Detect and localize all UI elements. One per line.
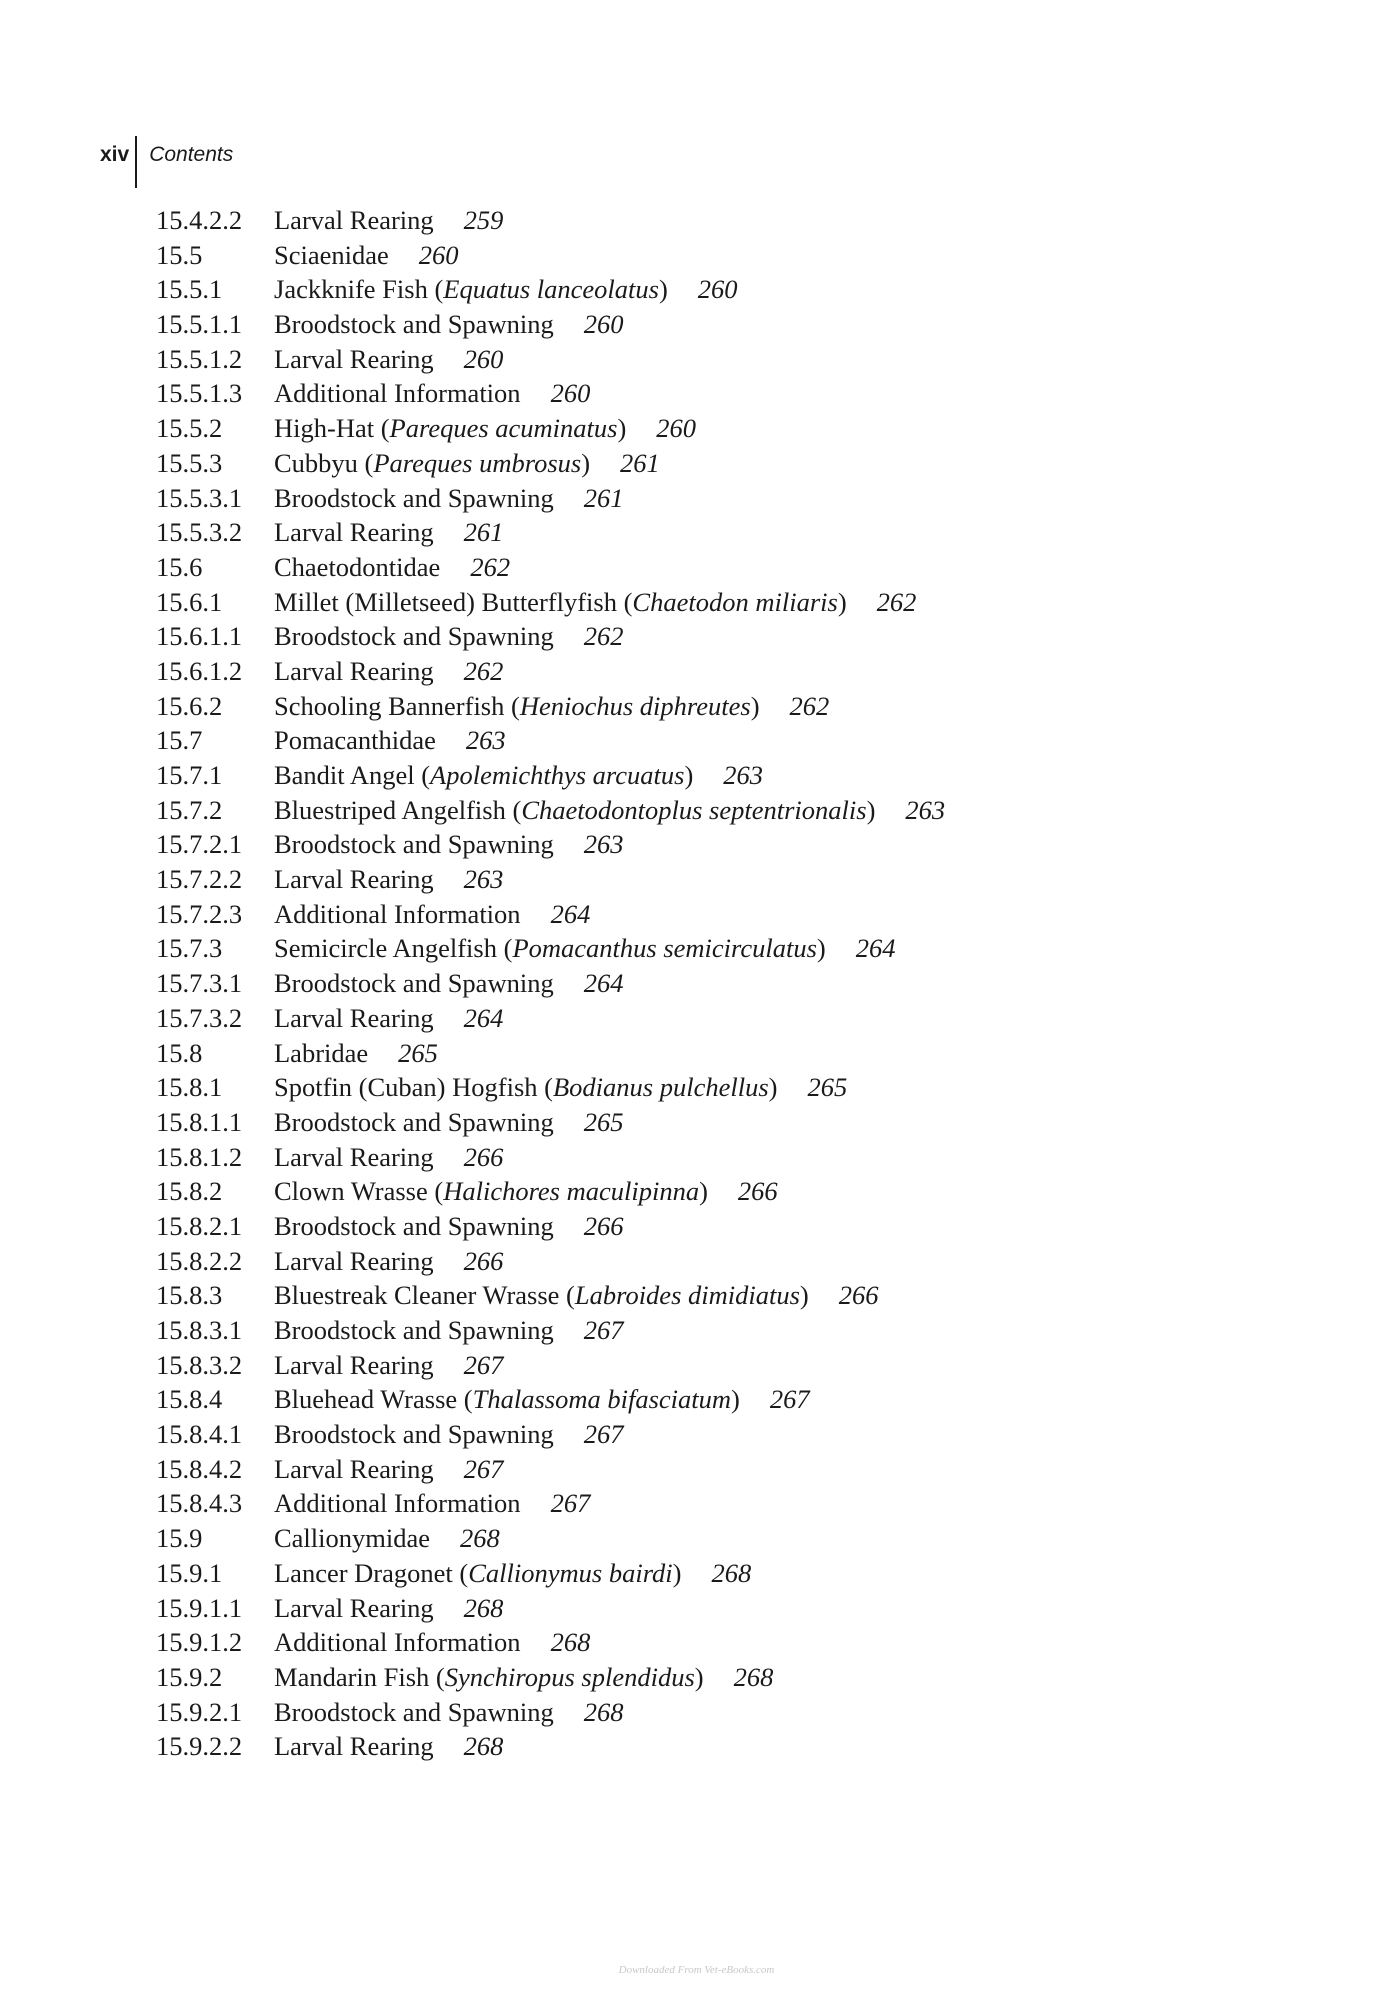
entry-page-number: 266 — [838, 1280, 879, 1311]
title-text: Schooling Bannerfish ( — [274, 690, 520, 721]
entry-page-number: 260 — [697, 274, 738, 305]
title-text: Lancer Dragonet ( — [274, 1557, 469, 1588]
toc-entry[interactable] — [156, 307, 945, 342]
title-text: Pomacanthidae — [274, 725, 436, 756]
title-text: ) — [866, 794, 876, 825]
title-text: Bluestreak Cleaner Wrasse ( — [274, 1280, 575, 1311]
toc-entry[interactable] — [156, 827, 945, 862]
title-text: Broodstock and Spawning — [274, 482, 554, 513]
title-text: ) — [684, 760, 694, 790]
entry-title — [274, 411, 626, 446]
entry-title — [274, 1625, 521, 1660]
toc-entry[interactable] — [156, 1417, 945, 1452]
toc-entry[interactable] — [156, 1244, 945, 1279]
title-text: Broodstock and Spawning — [274, 968, 554, 999]
entry-number: 15.9.2.1 — [156, 1696, 243, 1727]
footer-source-note: Downloaded From Vet-eBooks.com — [618, 1964, 775, 1976]
title-text: Additional Information — [274, 1488, 521, 1519]
entry-title — [274, 1140, 434, 1175]
toc-entry[interactable] — [156, 272, 945, 307]
title-text: Larval Rearing — [274, 1592, 434, 1623]
entry-title — [274, 342, 434, 377]
entry-page-number: 262 — [463, 655, 504, 686]
entry-number: 15.9.1 — [156, 1557, 223, 1588]
entry-page-number: 267 — [463, 1349, 504, 1380]
species-name: Pareques acuminatus — [389, 413, 618, 444]
entry-title — [274, 758, 693, 793]
entry-number: 15.8.3.2 — [156, 1349, 243, 1380]
entry-page-number: 263 — [465, 725, 506, 756]
toc-entry[interactable] — [156, 203, 945, 238]
toc-entry[interactable] — [156, 1174, 945, 1209]
entry-number: 15.5.1.1 — [156, 309, 243, 340]
entry-page-number: 263 — [583, 829, 624, 860]
species-name: Chaetodontoplus septentrionalis — [521, 794, 867, 825]
entry-number: 15.5.3 — [156, 447, 223, 478]
entry-number: 15.8.4.1 — [156, 1419, 243, 1450]
entry-number: 15.8.4.3 — [156, 1488, 243, 1519]
toc-entry[interactable] — [156, 1729, 945, 1764]
entry-number: 15.7.2.2 — [156, 864, 243, 895]
entry-title — [274, 1209, 554, 1244]
title-text: Semicircle Angelfish ( — [274, 933, 513, 964]
title-text: Broodstock and Spawning — [274, 1315, 554, 1345]
species-name: Chaetodon miliaris — [632, 586, 838, 617]
title-text: Larval Rearing — [274, 517, 434, 548]
title-text: Jackknife Fish ( — [274, 274, 444, 305]
entry-title — [274, 1556, 681, 1591]
title-text: Bluestriped Angelfish ( — [274, 794, 522, 825]
title-text: Broodstock and Spawning — [274, 621, 554, 652]
toc-entry[interactable] — [156, 1660, 945, 1695]
entry-number: 15.6.1.1 — [156, 621, 243, 652]
entry-title — [274, 1313, 554, 1348]
toc-entry[interactable] — [156, 1452, 945, 1487]
entry-page-number: 266 — [737, 1176, 778, 1207]
entry-page-number: 260 — [463, 343, 504, 374]
entry-page-number: 266 — [583, 1210, 624, 1241]
entry-page-number: 260 — [656, 413, 697, 444]
toc-entry[interactable] — [156, 1521, 945, 1556]
title-text: Larval Rearing — [274, 343, 434, 374]
entry-title — [274, 1174, 708, 1209]
species-name: Heniochus diphreutes — [519, 690, 751, 721]
entry-number: 15.7.3.1 — [156, 968, 243, 999]
toc-entry[interactable] — [156, 897, 945, 932]
toc-entry[interactable] — [156, 1278, 945, 1313]
entry-number: 15.8.2.2 — [156, 1245, 243, 1276]
entry-title — [274, 1486, 521, 1521]
entry-number: 15.8.4 — [156, 1384, 223, 1415]
title-text: Broodstock and Spawning — [274, 309, 554, 340]
entry-page-number: 262 — [470, 551, 511, 582]
entry-number: 15.5.3.1 — [156, 482, 243, 513]
entry-number: 15.7.2.1 — [156, 829, 243, 860]
title-text: Millet (Milletseed) Butterflyfish ( — [274, 586, 633, 617]
entry-title — [274, 1105, 554, 1140]
toc-entry[interactable] — [156, 1070, 945, 1105]
entry-page-number: 261 — [463, 517, 504, 548]
toc-entry[interactable] — [156, 1105, 945, 1140]
title-text: Mandarin Fish ( — [274, 1661, 445, 1692]
entry-title — [274, 689, 760, 724]
entry-title — [274, 897, 521, 932]
title-text: Larval Rearing — [274, 1002, 434, 1033]
entry-page-number: 265 — [807, 1072, 848, 1103]
entry-page-number: 267 — [463, 1453, 504, 1484]
title-text: Larval Rearing — [274, 1453, 434, 1484]
title-text: ) — [658, 274, 668, 305]
title-text: Cubbyu ( — [274, 447, 374, 478]
species-name: Labroides dimidiatus — [574, 1280, 800, 1311]
contents-list — [156, 203, 945, 1764]
entry-title — [274, 307, 554, 342]
toc-entry[interactable] — [156, 793, 945, 828]
entry-title — [274, 654, 434, 689]
toc-entry[interactable] — [156, 1591, 945, 1626]
entry-title — [274, 1660, 704, 1695]
title-text: Chaetodontidae — [274, 551, 441, 582]
entry-page-number: 261 — [583, 482, 624, 513]
title-text: Broodstock and Spawning — [274, 1210, 554, 1241]
title-text: ) — [672, 1557, 682, 1588]
entry-title — [274, 1695, 554, 1730]
entry-title — [274, 1348, 434, 1383]
entry-title — [274, 376, 521, 411]
title-text: Labridae — [274, 1037, 369, 1068]
title-text: Broodstock and Spawning — [274, 829, 554, 860]
entry-page-number: 261 — [620, 447, 660, 478]
title-text: Larval Rearing — [274, 864, 434, 895]
toc-entry[interactable] — [156, 481, 945, 516]
entry-number: 15.6.1 — [156, 586, 223, 617]
entry-number: 15.8.1.2 — [156, 1141, 243, 1172]
entry-number: 15.9.2 — [156, 1661, 223, 1692]
entry-title — [274, 272, 668, 307]
title-text: Clown Wrasse ( — [274, 1176, 444, 1207]
title-text: ) — [837, 586, 847, 617]
entry-title — [274, 862, 434, 897]
entry-number: 15.8.2 — [156, 1176, 223, 1207]
toc-entry[interactable] — [156, 342, 945, 377]
species-name: Callionymus bairdi — [468, 1557, 673, 1588]
running-head — [100, 136, 233, 188]
entry-title — [274, 585, 847, 620]
title-text: ) — [581, 447, 591, 478]
entry-title — [274, 481, 554, 516]
title-text: ) — [750, 690, 760, 721]
entry-title — [274, 827, 554, 862]
species-name: Equatus lanceolatus — [443, 274, 659, 305]
entry-page-number: 268 — [711, 1557, 752, 1588]
entry-number: 15.8.1.1 — [156, 1106, 243, 1137]
toc-entry[interactable] — [156, 862, 945, 897]
entry-page-number: 265 — [398, 1037, 438, 1068]
title-text: Spotfin (Cuban) Hogfish ( — [274, 1072, 553, 1103]
entry-number: 15.8.4.2 — [156, 1453, 243, 1484]
entry-title — [274, 1521, 430, 1556]
entry-number: 15.8.1 — [156, 1072, 223, 1103]
entry-number: 15.6.1.2 — [156, 655, 243, 686]
entry-number: 15.8 — [156, 1037, 203, 1068]
title-text: ) — [699, 1176, 708, 1207]
toc-entry[interactable] — [156, 550, 945, 585]
toc-entry[interactable] — [156, 1486, 945, 1521]
entry-number: 15.8.2.1 — [156, 1210, 243, 1241]
entry-page-number: 265 — [583, 1106, 624, 1137]
entry-page-number: 268 — [583, 1696, 624, 1727]
entry-page-number: 264 — [550, 898, 591, 929]
toc-entry[interactable] — [156, 654, 945, 689]
entry-page-number: 268 — [733, 1661, 774, 1692]
title-text: Sciaenidae — [274, 239, 389, 270]
entry-page-number: 262 — [789, 690, 830, 721]
entry-page-number: 259 — [463, 205, 504, 235]
entry-title — [274, 446, 590, 481]
entry-page-number: 264 — [463, 1002, 504, 1033]
entry-number: 15.9.2.2 — [156, 1731, 243, 1762]
entry-title — [274, 619, 554, 654]
entry-page-number: 264 — [855, 933, 896, 964]
toc-entry[interactable] — [156, 411, 945, 446]
entry-page-number: 268 — [463, 1731, 504, 1762]
species-name: Pomacanthus semicirculatus — [512, 933, 817, 964]
entry-page-number: 268 — [460, 1523, 500, 1554]
entry-title — [274, 1382, 740, 1417]
entry-page-number: 268 — [550, 1627, 591, 1658]
entry-title — [274, 515, 434, 550]
entry-title — [274, 1452, 434, 1487]
toc-entry[interactable] — [156, 1209, 945, 1244]
toc-entry[interactable] — [156, 1348, 945, 1383]
entry-number: 15.7.1 — [156, 760, 223, 790]
entry-page-number: 267 — [769, 1384, 810, 1415]
entry-page-number: 260 — [418, 239, 459, 270]
toc-entry[interactable] — [156, 723, 945, 758]
species-name: Synchiropus splendidus — [444, 1661, 695, 1692]
title-text: Additional Information — [274, 1627, 521, 1658]
entry-number: 15.8.3 — [156, 1280, 223, 1311]
species-name: Halichores maculipinna — [443, 1176, 700, 1207]
entry-page-number: 260 — [583, 309, 624, 340]
title-text: Larval Rearing — [274, 1141, 434, 1172]
toc-entry[interactable] — [156, 966, 945, 1001]
entry-title — [274, 203, 434, 238]
species-name: Thalassoma bifasciatum — [472, 1384, 732, 1415]
entry-number: 15.5 — [156, 239, 203, 270]
entry-page-number: 263 — [905, 794, 946, 825]
title-text: Callionymidae — [274, 1523, 431, 1554]
entry-number: 15.7.3.2 — [156, 1002, 243, 1033]
toc-entry[interactable] — [156, 758, 945, 793]
entry-page-number: 262 — [876, 586, 917, 617]
entry-title — [274, 1244, 434, 1279]
species-name: Apolemichthys arcuatus — [430, 760, 685, 790]
entry-page-number: 267 — [583, 1315, 624, 1345]
species-name: Pareques umbrosus — [373, 447, 582, 478]
entry-page-number: 262 — [583, 621, 624, 652]
toc-entry[interactable] — [156, 1140, 945, 1175]
species-name: Bodianus pulchellus — [552, 1072, 769, 1103]
title-text: Larval Rearing — [274, 205, 434, 235]
title-text: Larval Rearing — [274, 1731, 434, 1762]
entry-page-number: 267 — [583, 1419, 624, 1450]
title-text: Additional Information — [274, 898, 521, 929]
toc-entry[interactable] — [156, 1556, 945, 1591]
entry-page-number: 266 — [463, 1245, 504, 1276]
toc-entry[interactable] — [156, 1382, 945, 1417]
entry-page-number: 263 — [723, 760, 764, 790]
entry-number: 15.5.1 — [156, 274, 223, 305]
entry-number: 15.8.3.1 — [156, 1315, 243, 1345]
title-text: Broodstock and Spawning — [274, 1696, 554, 1727]
toc-entry[interactable] — [156, 931, 945, 966]
title-text: Larval Rearing — [274, 1349, 434, 1380]
title-text: Broodstock and Spawning — [274, 1106, 554, 1137]
header-rule — [135, 136, 137, 188]
entry-number: 15.6.2 — [156, 690, 223, 721]
title-text: Bluehead Wrasse ( — [274, 1384, 473, 1415]
entry-title — [274, 1001, 434, 1036]
toc-entry[interactable] — [156, 446, 945, 481]
toc-entry[interactable] — [156, 1001, 945, 1036]
entry-number: 15.7 — [156, 725, 203, 756]
title-text: ) — [694, 1661, 704, 1692]
entry-title — [274, 931, 826, 966]
toc-entry[interactable] — [156, 376, 945, 411]
entry-page-number: 263 — [463, 864, 504, 895]
title-text: High-Hat ( — [274, 413, 390, 444]
entry-title — [274, 1729, 434, 1764]
toc-entry[interactable] — [156, 238, 945, 273]
page-number: xiv — [100, 143, 130, 166]
entry-number: 15.5.2 — [156, 413, 223, 444]
toc-entry[interactable] — [156, 1036, 945, 1071]
title-text: Broodstock and Spawning — [274, 1419, 554, 1450]
title-text: Larval Rearing — [274, 655, 434, 686]
entry-number: 15.4.2.2 — [156, 205, 243, 235]
entry-number: 15.7.2.3 — [156, 898, 243, 929]
entry-page-number: 266 — [463, 1141, 504, 1172]
toc-entry[interactable] — [156, 689, 945, 724]
entry-title — [274, 966, 554, 1001]
entry-page-number: 267 — [550, 1488, 591, 1519]
entry-number: 15.9.1.2 — [156, 1627, 243, 1658]
entry-title — [274, 1591, 434, 1626]
title-text: Larval Rearing — [274, 1245, 434, 1276]
entry-title — [274, 793, 875, 828]
toc-entry[interactable] — [156, 1625, 945, 1660]
entry-number: 15.9.1.1 — [156, 1592, 243, 1623]
toc-entry[interactable] — [156, 585, 945, 620]
toc-entry[interactable] — [156, 1695, 945, 1730]
title-text: ) — [768, 1072, 778, 1103]
running-head-title: Contents — [149, 143, 234, 166]
entry-number: 15.9 — [156, 1523, 203, 1554]
entry-title — [274, 550, 440, 585]
toc-entry[interactable] — [156, 619, 945, 654]
entry-title — [274, 1036, 368, 1071]
entry-number: 15.5.1.3 — [156, 378, 243, 409]
entry-title — [274, 238, 389, 273]
title-text: ) — [731, 1384, 740, 1415]
title-text: ) — [799, 1280, 809, 1311]
entry-page-number: 264 — [583, 968, 624, 999]
toc-entry[interactable] — [156, 1313, 945, 1348]
title-text: Additional Information — [274, 378, 521, 409]
title-text: ) — [617, 413, 627, 444]
entry-number: 15.6 — [156, 551, 203, 582]
title-text: Bandit Angel ( — [274, 760, 431, 790]
entry-title — [274, 1417, 554, 1452]
entry-page-number: 260 — [550, 378, 591, 409]
toc-entry[interactable] — [156, 515, 945, 550]
entry-title — [274, 1070, 777, 1105]
entry-number: 15.5.3.2 — [156, 517, 243, 548]
entry-number: 15.7.2 — [156, 794, 223, 825]
entry-title — [274, 1278, 809, 1313]
entry-number: 15.5.1.2 — [156, 343, 243, 374]
entry-page-number: 268 — [463, 1592, 504, 1623]
entry-number: 15.7.3 — [156, 933, 223, 964]
title-text: ) — [816, 933, 826, 964]
entry-title — [274, 723, 436, 758]
